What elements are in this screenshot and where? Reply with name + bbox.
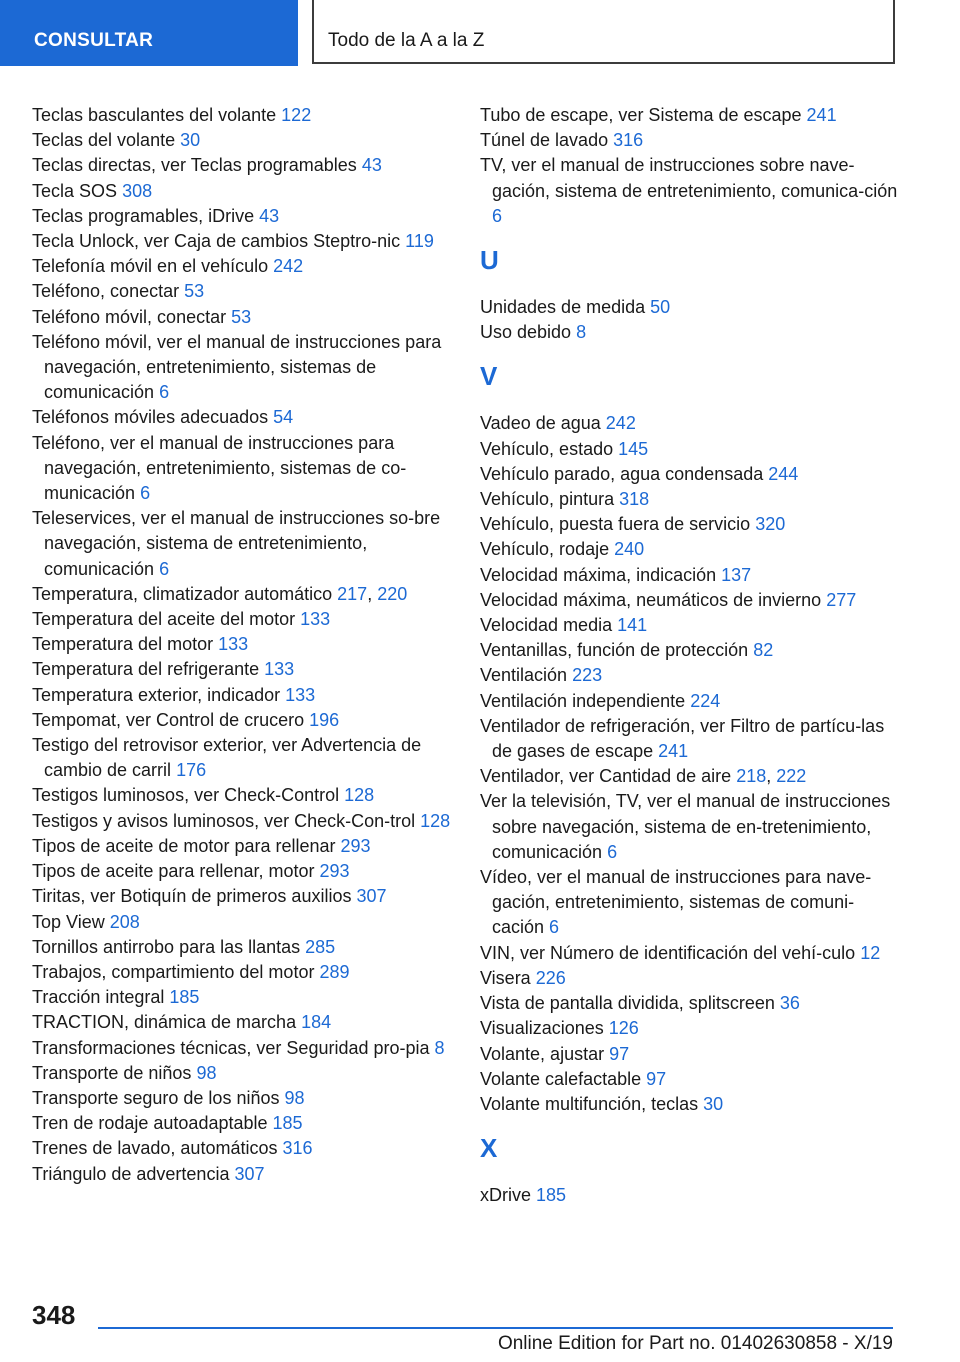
index-entry bbox=[32, 960, 452, 985]
page-reference-link[interactable]: 133 bbox=[218, 634, 249, 655]
index-term: Teléfono móvil, conectar bbox=[32, 306, 227, 327]
page-header bbox=[0, 0, 960, 66]
index-entry bbox=[32, 657, 452, 682]
page-reference-link[interactable]: 53 bbox=[231, 306, 252, 327]
page-reference-link[interactable]: 196 bbox=[309, 709, 340, 730]
index-entry bbox=[480, 966, 900, 991]
index-entry bbox=[32, 985, 452, 1010]
index-letter-x: X bbox=[480, 1133, 498, 1164]
index-group-x bbox=[480, 1183, 900, 1208]
index-term: Vehículo parado, agua condensada bbox=[480, 463, 764, 484]
index-term: Volante multifunción, teclas bbox=[480, 1093, 699, 1114]
index-term: Testigos y avisos luminosos, ver Check-Con-trol bbox=[32, 810, 416, 831]
index-term: TV, ver el manual de instrucciones sobre nave-gación, sistema de entretenimiento, comunica-ción bbox=[480, 155, 898, 201]
index-term: Ventanillas, función de protección bbox=[480, 640, 749, 661]
section-tab[interactable]: CONSULTAR bbox=[0, 0, 298, 66]
page-reference-link[interactable]: 6 bbox=[549, 917, 560, 938]
index-entry bbox=[480, 689, 900, 714]
index-term: Teclas basculantes del volante bbox=[32, 105, 277, 125]
index-entry bbox=[32, 910, 452, 935]
index-term: Top View bbox=[32, 911, 105, 932]
page-reference-link[interactable]: 218 bbox=[736, 766, 767, 787]
index-entry bbox=[480, 638, 900, 663]
index-term: Teleservices, ver el manual de instrucciones so-bre navegación, sistema de entretenimiento, comunicación bbox=[32, 508, 441, 579]
page-reference-link[interactable]: 285 bbox=[305, 936, 336, 957]
page-reference-link[interactable]: 122 bbox=[281, 105, 312, 125]
index-entry bbox=[480, 153, 900, 229]
index-entry bbox=[480, 437, 900, 462]
index-term: Temperatura del aceite del motor bbox=[32, 609, 296, 630]
index-entry bbox=[32, 405, 452, 430]
index-entry bbox=[480, 714, 900, 764]
index-group-t-continued bbox=[480, 103, 900, 229]
page-reference-link[interactable]: 82 bbox=[753, 640, 774, 661]
index-term: Temperatura del refrigerante bbox=[32, 659, 260, 680]
page-reference-link[interactable]: 133 bbox=[285, 684, 316, 705]
index-term: TRACTION, dinámica de marcha bbox=[32, 1012, 297, 1033]
chapter-title: Todo de la A a la Z bbox=[312, 0, 895, 64]
index-entry bbox=[32, 809, 452, 834]
index-term: Temperatura del motor bbox=[32, 634, 214, 655]
index-entry bbox=[480, 1183, 900, 1208]
index-term: Tracción integral bbox=[32, 987, 165, 1008]
index-entry bbox=[480, 1067, 900, 1092]
index-term: Telefonía móvil en el vehículo bbox=[32, 256, 269, 277]
index-letter-u: U bbox=[480, 245, 499, 276]
index-column-left bbox=[32, 103, 452, 1187]
index-term: Teclas del volante bbox=[32, 130, 176, 151]
page-reference-link[interactable]: 176 bbox=[176, 760, 207, 781]
page-reference-link[interactable]: 316 bbox=[282, 1138, 313, 1159]
index-term: Ver la televisión, TV, ver el manual de instrucciones sobre navegación, sistema de en-tretenimiento, comunicación bbox=[480, 791, 891, 862]
page-reference-link[interactable]: 30 bbox=[180, 130, 201, 151]
index-column-right bbox=[480, 103, 900, 1208]
page-reference-link[interactable]: 133 bbox=[300, 609, 331, 630]
page-reference-link[interactable]: 241 bbox=[658, 741, 689, 762]
index-term: Teclas directas, ver Teclas programables bbox=[32, 155, 357, 176]
index-term: Visera bbox=[480, 967, 531, 988]
page-reference-link[interactable]: 242 bbox=[605, 413, 636, 434]
page-reference-link[interactable]: 241 bbox=[806, 105, 837, 125]
page-reference-link[interactable]: 220 bbox=[377, 583, 408, 604]
page-reference-link[interactable]: 98 bbox=[196, 1062, 217, 1083]
index-entry bbox=[32, 632, 452, 657]
index-entry bbox=[480, 487, 900, 512]
index-entry bbox=[480, 462, 900, 487]
index-term: Ventilación independiente bbox=[480, 690, 686, 711]
index-term: Visualizaciones bbox=[480, 1018, 604, 1039]
index-term: Vehículo, pintura bbox=[480, 489, 615, 510]
index-term: Vadeo de agua bbox=[480, 413, 601, 434]
index-term: Teléfono, conectar bbox=[32, 281, 180, 302]
index-group-u bbox=[480, 295, 900, 345]
page-reference-link[interactable]: 316 bbox=[613, 130, 644, 151]
page-reference-link[interactable]: 208 bbox=[109, 911, 140, 932]
index-entry bbox=[32, 128, 452, 153]
index-letter-v: V bbox=[480, 361, 498, 392]
page-reference-link[interactable]: 318 bbox=[619, 489, 650, 510]
index-term: Tornillos antirrobo para las llantas bbox=[32, 936, 301, 957]
index-term: Testigo del retrovisor exterior, ver Advertencia de cambio de carril bbox=[32, 735, 422, 781]
edition-note: Online Edition for Part no. 01402630858 - X/19 bbox=[497, 1333, 893, 1354]
page-reference-link[interactable]: 128 bbox=[420, 810, 451, 831]
index-term: Túnel de lavado bbox=[480, 130, 609, 151]
index-entry bbox=[32, 834, 452, 859]
index-term: Triángulo de advertencia bbox=[32, 1163, 230, 1184]
page-reference-link[interactable]: 43 bbox=[361, 155, 382, 176]
page-reference-link[interactable]: 97 bbox=[609, 1043, 630, 1064]
index-entry bbox=[480, 941, 900, 966]
index-term: Tren de rodaje autoadaptable bbox=[32, 1113, 268, 1134]
page-reference-link[interactable]: 30 bbox=[703, 1093, 724, 1114]
index-term: Tipos de aceite de motor para rellenar bbox=[32, 835, 336, 856]
index-term: Volante, ajustar bbox=[480, 1043, 605, 1064]
page-reference-link[interactable]: 289 bbox=[319, 961, 350, 982]
page-reference-link[interactable]: 185 bbox=[272, 1113, 303, 1134]
page-reference-link[interactable]: 97 bbox=[646, 1068, 667, 1089]
page-reference-link[interactable]: 43 bbox=[259, 205, 280, 226]
index-entry bbox=[32, 683, 452, 708]
index-term: Ventilador, ver Cantidad de aire bbox=[480, 766, 732, 787]
page-reference-link[interactable]: 307 bbox=[234, 1163, 265, 1184]
page-reference-link[interactable]: 222 bbox=[776, 766, 807, 787]
index-entry bbox=[480, 991, 900, 1016]
index-entry bbox=[32, 204, 452, 229]
index-term: Temperatura exterior, indicador bbox=[32, 684, 281, 705]
page-reference-link[interactable]: 137 bbox=[721, 564, 752, 585]
index-term: Transporte seguro de los niños bbox=[32, 1087, 280, 1108]
index-term: Tubo de escape, ver Sistema de escape bbox=[480, 105, 802, 125]
index-entry bbox=[32, 103, 452, 128]
index-entry bbox=[480, 588, 900, 613]
index-entry bbox=[32, 1136, 452, 1161]
page-number: 348 bbox=[32, 1300, 76, 1330]
page-reference-link[interactable]: 6 bbox=[159, 382, 170, 403]
index-term: Trabajos, compartimiento del motor bbox=[32, 961, 315, 982]
page-reference-link[interactable]: 12 bbox=[860, 942, 881, 963]
index-term: Vista de pantalla dividida, splitscreen bbox=[480, 993, 775, 1014]
index-term: Volante calefactable bbox=[480, 1068, 642, 1089]
page-reference-link[interactable]: 308 bbox=[122, 180, 153, 201]
index-term: Vídeo, ver el manual de instrucciones para nave-gación, entretenimiento, sistemas de comuni-cación bbox=[480, 867, 872, 938]
index-term: Vehículo, puesta fuera de servicio bbox=[480, 514, 751, 535]
footer-divider bbox=[98, 1327, 893, 1329]
page-reference-link[interactable]: 226 bbox=[535, 967, 566, 988]
index-entry bbox=[32, 884, 452, 909]
page-reference-link[interactable]: 293 bbox=[319, 861, 350, 882]
index-entry bbox=[32, 708, 452, 733]
page-reference-link[interactable]: 184 bbox=[301, 1012, 332, 1033]
index-entry bbox=[480, 1016, 900, 1041]
index-entry bbox=[480, 1042, 900, 1067]
index-term: Transporte de niños bbox=[32, 1062, 192, 1083]
index-entry bbox=[32, 1086, 452, 1111]
index-term: Teléfono, ver el manual de instrucciones para navegación, entretenimiento, sistemas de co-municación bbox=[32, 432, 407, 504]
page-reference-link[interactable]: 145 bbox=[618, 438, 649, 459]
page-reference-link[interactable]: 8 bbox=[434, 1037, 445, 1058]
index-term: Trenes de lavado, automáticos bbox=[32, 1138, 278, 1159]
index-entry bbox=[32, 305, 452, 330]
page-reference-link[interactable]: 6 bbox=[140, 483, 151, 504]
index-entry bbox=[32, 1111, 452, 1136]
index-entry bbox=[32, 330, 452, 406]
index-entry bbox=[32, 179, 452, 204]
page-reference-link[interactable]: 54 bbox=[273, 407, 294, 428]
index-entry bbox=[32, 254, 452, 279]
index-entry bbox=[32, 935, 452, 960]
page-reference-link[interactable]: 133 bbox=[264, 659, 295, 680]
index-term: Teléfono móvil, ver el manual de instrucciones para navegación, entretenimiento, sistemas de comunicación bbox=[32, 331, 442, 403]
index-term: Unidades de medida bbox=[480, 297, 646, 318]
index-entry: Ventilador, ver Cantidad de aire 218, 222 bbox=[480, 766, 807, 787]
index-entry bbox=[480, 865, 900, 941]
page-reference-link[interactable]: 98 bbox=[284, 1087, 305, 1108]
page-reference-link[interactable]: 128 bbox=[344, 785, 375, 806]
index-entry bbox=[480, 663, 900, 688]
index-term: Testigos luminosos, ver Check-Control bbox=[32, 785, 340, 806]
index-entry: Temperatura, climatizador automático 217, 220 bbox=[32, 583, 408, 604]
page-reference-link[interactable]: 50 bbox=[650, 297, 671, 318]
index-term: Vehículo, rodaje bbox=[480, 539, 610, 560]
index-term: Velocidad máxima, neumáticos de invierno bbox=[480, 589, 822, 610]
index-entry bbox=[480, 512, 900, 537]
index-entry bbox=[32, 279, 452, 304]
page-reference-link[interactable]: 126 bbox=[608, 1018, 639, 1039]
page-reference-link[interactable]: 224 bbox=[690, 690, 721, 711]
index-term: Ventilador de refrigeración, ver Filtro de partícu-las de gases de escape bbox=[480, 715, 885, 762]
index-entry bbox=[32, 153, 452, 178]
index-entry bbox=[32, 783, 452, 808]
index-entry bbox=[480, 789, 900, 865]
index-term: xDrive bbox=[480, 1185, 532, 1206]
index-entry bbox=[32, 1162, 452, 1187]
index-term: Tecla SOS bbox=[32, 180, 118, 201]
index-term: Tecla Unlock, ver Caja de cambios Steptro-nic bbox=[32, 231, 401, 252]
index-entry bbox=[480, 320, 900, 345]
index-group-v bbox=[480, 411, 900, 1117]
page-reference-link[interactable]: 217 bbox=[337, 583, 368, 604]
page-reference-link[interactable]: 293 bbox=[340, 835, 371, 856]
page-reference-link[interactable]: 185 bbox=[169, 987, 200, 1008]
index-term: Uso debido bbox=[480, 322, 572, 343]
index-term: Vehículo, estado bbox=[480, 438, 614, 459]
index-entry bbox=[32, 1036, 452, 1061]
page-reference-link[interactable]: 53 bbox=[184, 281, 205, 302]
index-entry bbox=[32, 1061, 452, 1086]
page-reference-link[interactable]: 141 bbox=[617, 615, 648, 636]
index-term: Ventilación bbox=[480, 665, 568, 686]
index-entry bbox=[32, 506, 452, 582]
index-entry bbox=[480, 103, 900, 128]
index-term: Teléfonos móviles adecuados bbox=[32, 407, 269, 428]
page-reference-link[interactable]: 6 bbox=[159, 558, 170, 579]
index-entry bbox=[32, 607, 452, 632]
page-reference-link[interactable]: 307 bbox=[356, 886, 387, 907]
index-entry bbox=[480, 295, 900, 320]
page-reference-link[interactable]: 36 bbox=[779, 993, 800, 1014]
index-term: Temperatura, climatizador automático bbox=[32, 583, 333, 604]
index-term: Transformaciones técnicas, ver Seguridad pro-pia bbox=[32, 1037, 430, 1058]
index-term: Velocidad máxima, indicación bbox=[480, 564, 717, 585]
page-reference-link[interactable]: 277 bbox=[826, 589, 857, 610]
page-reference-link[interactable]: 242 bbox=[273, 256, 304, 277]
index-term: Tipos de aceite para rellenar, motor bbox=[32, 861, 315, 882]
index-term: Tempomat, ver Control de crucero bbox=[32, 709, 305, 730]
page-reference-link[interactable]: 240 bbox=[614, 539, 645, 560]
page-reference-link[interactable]: 223 bbox=[572, 665, 603, 686]
page-reference-link[interactable]: 119 bbox=[405, 231, 434, 252]
index-entry bbox=[480, 563, 900, 588]
index-entry bbox=[480, 1092, 900, 1117]
index-term: Velocidad media bbox=[480, 615, 613, 636]
page-reference-link[interactable]: 244 bbox=[768, 463, 799, 484]
index-term: VIN, ver Número de identificación del vehí-culo bbox=[480, 942, 856, 963]
page-reference-link[interactable]: 185 bbox=[536, 1185, 567, 1206]
index-entry bbox=[480, 411, 900, 436]
page-reference-link[interactable]: 320 bbox=[755, 514, 786, 535]
page-reference-link[interactable]: 6 bbox=[607, 841, 618, 862]
index-term: Tiritas, ver Botiquín de primeros auxilios bbox=[32, 886, 352, 907]
page-reference-link[interactable]: 6 bbox=[492, 205, 503, 226]
index-term: Teclas programables, iDrive bbox=[32, 205, 255, 226]
page-reference-link[interactable]: 8 bbox=[576, 322, 587, 343]
index-entry bbox=[32, 229, 452, 254]
index-entry bbox=[480, 613, 900, 638]
index-entry bbox=[32, 1010, 452, 1035]
index-entry bbox=[480, 537, 900, 562]
index-entry bbox=[32, 733, 452, 783]
index-entry bbox=[32, 431, 452, 507]
index-entry bbox=[480, 128, 900, 153]
index-entry bbox=[32, 859, 452, 884]
